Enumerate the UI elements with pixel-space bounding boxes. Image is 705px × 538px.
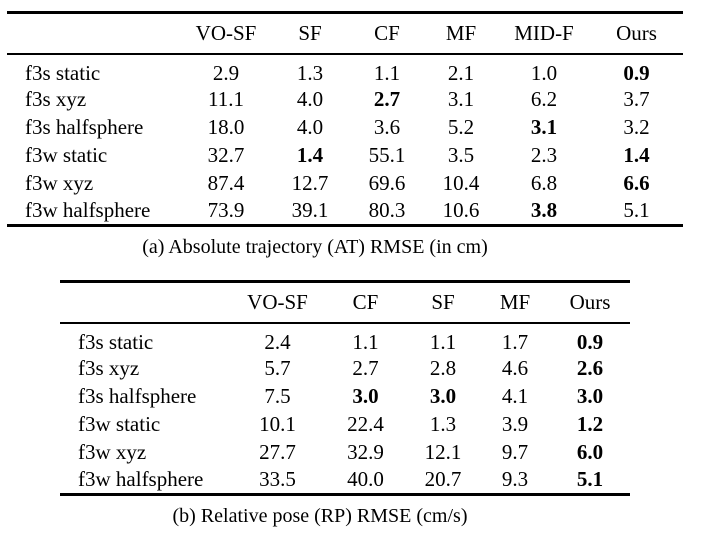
table-cell: 2.3 (530, 143, 558, 167)
table-cell: 87.4 (207, 171, 245, 195)
table-cell: 32.7 (207, 143, 245, 167)
column-header-blank (60, 282, 230, 323)
table-cell: 33.5 (259, 467, 296, 492)
table-cell: 80.3 (368, 198, 406, 223)
table-cell: 27.7 (259, 440, 296, 464)
table-cell: 1.3 (429, 412, 457, 436)
table-row (7, 142, 683, 170)
table-cell: 1.2 (576, 412, 604, 436)
column-header-mf: MF (424, 13, 498, 54)
table-absolute-trajectory-rmse (7, 11, 683, 227)
row-label: f3w halfsphere (25, 198, 151, 223)
row-label: f3s static (78, 329, 154, 354)
table-cell: 9.3 (501, 467, 529, 492)
table-cell: 10.6 (442, 198, 480, 223)
column-header-ours: Ours (550, 282, 630, 323)
table-cell: 1.1 (352, 329, 379, 354)
table-header-row (60, 282, 630, 323)
column-header-mid-f: MID-F (498, 13, 590, 54)
table-cell: 2.1 (447, 60, 475, 85)
table-cell: 3.5 (447, 143, 475, 167)
table-cell: 12.7 (291, 171, 329, 195)
table-cell: 1.7 (501, 329, 529, 354)
table-cell: 4.0 (296, 115, 324, 139)
column-header-mf: MF (480, 282, 550, 323)
table-cell: 5.1 (576, 467, 604, 492)
row-label: f3s halfsphere (78, 384, 197, 408)
table-cell: 1.4 (623, 143, 650, 167)
table-cell: 3.7 (623, 87, 650, 111)
table-cell: 5.1 (623, 198, 650, 223)
table-row (60, 467, 630, 495)
table-row (7, 198, 683, 226)
table-row (7, 86, 683, 114)
table-row (60, 439, 630, 467)
table-cell: 69.6 (368, 171, 406, 195)
table-cell: 18.0 (207, 115, 245, 139)
table-cell: 2.8 (429, 356, 457, 380)
table-cell: 6.0 (576, 440, 604, 464)
table-cell: 6.8 (530, 171, 558, 195)
table-cell: 4.6 (501, 356, 529, 380)
table-cell: 11.1 (208, 87, 244, 111)
table-cell: 3.1 (447, 87, 475, 111)
table-cell: 4.1 (501, 384, 529, 408)
table-cell: 10.4 (442, 171, 480, 195)
table-cell: 12.1 (424, 440, 462, 464)
table-cell: 22.4 (347, 412, 384, 436)
table-row (60, 323, 630, 355)
row-label: f3w xyz (25, 171, 94, 195)
table-row (60, 411, 630, 439)
table-cell: 5.7 (264, 356, 291, 380)
row-label: f3s static (25, 60, 101, 85)
table-row (60, 355, 630, 383)
table-cell: 3.2 (623, 115, 650, 139)
table-cell: 0.9 (623, 60, 650, 85)
table-cell: 1.3 (296, 60, 324, 85)
row-label: f3s halfsphere (25, 115, 144, 139)
table-cell: 1.1 (373, 60, 401, 85)
table-cell: 0.9 (576, 329, 604, 354)
column-header-cf: CF (325, 282, 406, 323)
column-header-vo-sf: VO-SF (230, 282, 325, 323)
column-header-vo-sf: VO-SF (182, 13, 270, 54)
column-header-ours: Ours (590, 13, 683, 54)
column-header-blank (7, 13, 182, 54)
table-cell: 20.7 (424, 467, 462, 492)
table-cell: 1.0 (530, 60, 558, 85)
row-label: f3s xyz (25, 87, 87, 111)
table-cell: 2.9 (212, 60, 240, 85)
table-cell: 6.2 (530, 87, 558, 111)
table-cell: 7.5 (264, 384, 291, 408)
table-cell: 40.0 (347, 467, 384, 492)
table-cell: 1.4 (296, 143, 324, 167)
table-cell: 9.7 (501, 440, 529, 464)
table-cell: 5.2 (447, 115, 475, 139)
table-relative-pose-rmse (60, 280, 630, 496)
table-cell: 6.6 (623, 171, 650, 195)
table-cell: 3.1 (530, 115, 558, 139)
table-a-caption: (a) Absolute trajectory (AT) RMSE (in cm) (142, 236, 488, 258)
row-label: f3w static (25, 143, 108, 167)
table-row (7, 114, 683, 142)
row-label: f3s xyz (78, 356, 140, 380)
row-label: f3w static (78, 412, 161, 436)
table-cell: 10.1 (259, 412, 296, 436)
table-cell: 55.1 (368, 143, 406, 167)
table-cell: 2.7 (373, 87, 401, 111)
table-cell: 3.9 (501, 412, 529, 436)
table-cell: 3.6 (373, 115, 401, 139)
table-cell: 3.8 (530, 198, 558, 223)
table-cell: 2.4 (264, 329, 291, 354)
table-header-row (7, 13, 683, 54)
table-cell: 2.7 (352, 356, 379, 380)
table-b-caption: (b) Relative pose (RP) RMSE (cm/s) (172, 505, 468, 527)
table-cell: 32.9 (347, 440, 384, 464)
table-cell: 3.0 (352, 384, 379, 408)
table-cell: 4.0 (296, 87, 324, 111)
table-cell: 1.1 (429, 329, 457, 354)
column-header-sf: SF (270, 13, 350, 54)
table-row (7, 170, 683, 198)
table-cell: 3.0 (429, 384, 457, 408)
table-row (7, 54, 683, 86)
table-cell: 3.0 (576, 384, 604, 408)
row-label: f3w halfsphere (78, 467, 204, 492)
table-cell: 39.1 (291, 198, 329, 223)
table-cell: 2.6 (576, 356, 604, 380)
table-cell: 73.9 (207, 198, 245, 223)
column-header-cf: CF (350, 13, 424, 54)
row-label: f3w xyz (78, 440, 147, 464)
table-row (60, 383, 630, 411)
column-header-sf: SF (406, 282, 480, 323)
